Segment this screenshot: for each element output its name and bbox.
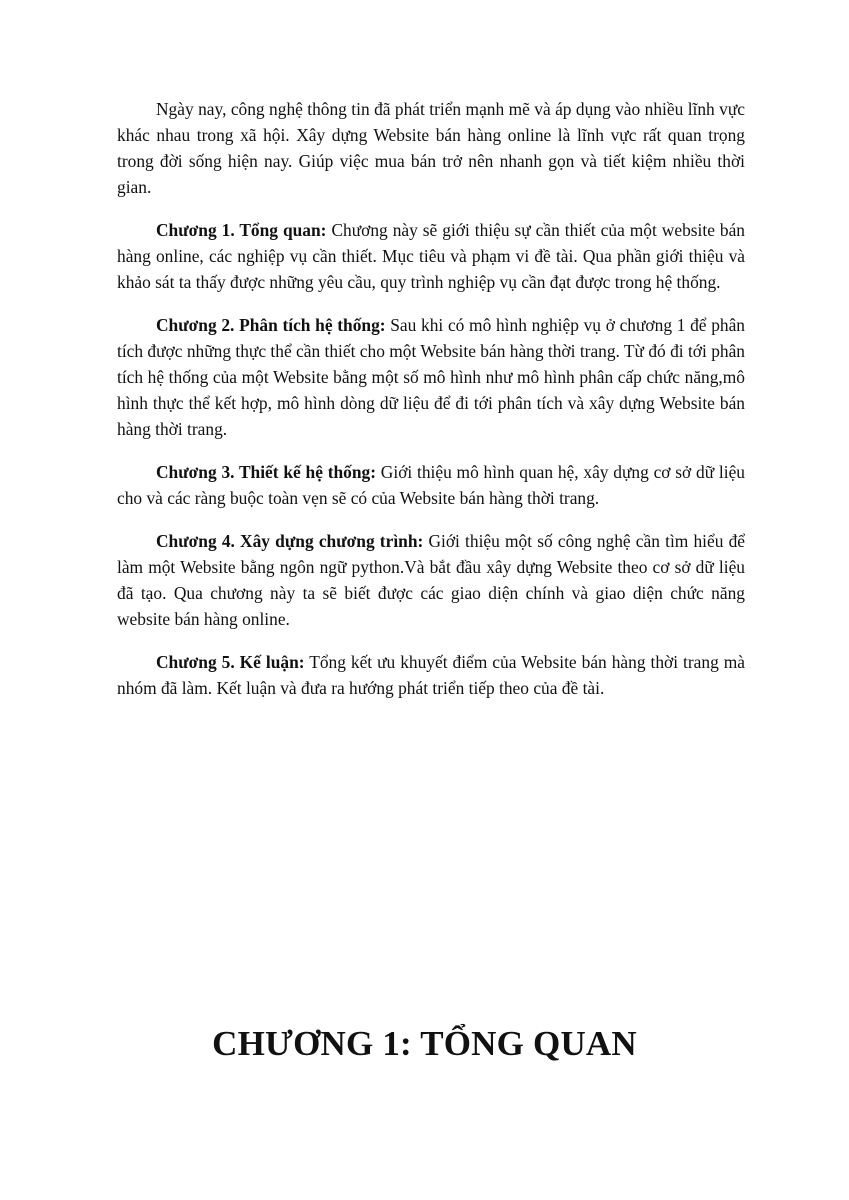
chapter-4-summary [117, 528, 745, 632]
chapter-5-text: Tổng kết ưu khuyết điểm của Website bán hàng thời trang mà nhóm đã làm. Kết luận và đưa ra hướng phát triển tiếp theo của đề tài. [117, 652, 745, 698]
introduction-section [117, 96, 745, 718]
chapter-4-text: Giới thiệu một số công nghệ cần tìm hiểu để làm một Website bằng ngôn ngữ python.Và bắt đầu xây dựng Website theo cơ sở dữ liệu đã tạo. Qua chương này ta sẽ biết được các giao diện chính và giao diện chức năng website bán hàng online. [117, 531, 745, 629]
chapter-title: CHƯƠNG 1: TỔNG QUAN [212, 1024, 637, 1063]
chapter-2-text: Sau khi có mô hình nghiệp vụ ở chương 1 để phân tích được những thực thể cần thiết cho một Website bán hàng thời trang. Từ đó đi tới phân tích hệ thống của một Website bằng một số mô hình như mô hình phân cấp chức năng,mô hình thực thể kết hợp, mô hình dòng dữ liệu để đi tới phân tích và xây dựng Website bán hàng thời trang. [117, 315, 746, 439]
chapter-1-heading: Chương 1. Tổng quan: [156, 220, 327, 240]
chapter-4-heading: Chương 4. Xây dựng chương trình: [156, 531, 424, 551]
chapter-3-text: Giới thiệu mô hình quan hệ, xây dựng cơ sở dữ liệu cho và các ràng buộc toàn vẹn sẽ có của Website bán hàng thời trang. [117, 462, 745, 508]
intro-text: Ngày nay, công nghệ thông tin đã phát triển mạnh mẽ và áp dụng vào nhiều lĩnh vực khác nhau trong xã hội. Xây dựng Website bán hàng online là lĩnh vực rất quan trọng trong đời sống hiện nay. Giúp việc mua bán trở nên nhanh gọn và tiết kiệm nhiều thời gian. [117, 99, 745, 197]
chapter-2-summary [117, 312, 745, 442]
chapter-3-summary [117, 459, 745, 511]
chapter-1-summary [117, 217, 745, 295]
chapter-5-heading: Chương 5. Kế luận: [156, 652, 305, 672]
chapter-3-heading: Chương 3. Thiết kế hệ thống: [156, 462, 377, 482]
chapter-1-text: Chương này sẽ giới thiệu sự cần thiết của một website bán hàng online, các nghiệp vụ cần thiết. Mục tiêu và phạm vi đề tài. Qua phần giới thiệu và khảo sát ta thấy được những yêu cầu, quy trình nghiệp vụ cần đạt được trong hệ thống. [117, 220, 745, 292]
chapter-5-summary [117, 649, 745, 701]
intro-paragraph [117, 96, 745, 200]
chapter-2-heading: Chương 2. Phân tích hệ thống: [156, 315, 386, 335]
